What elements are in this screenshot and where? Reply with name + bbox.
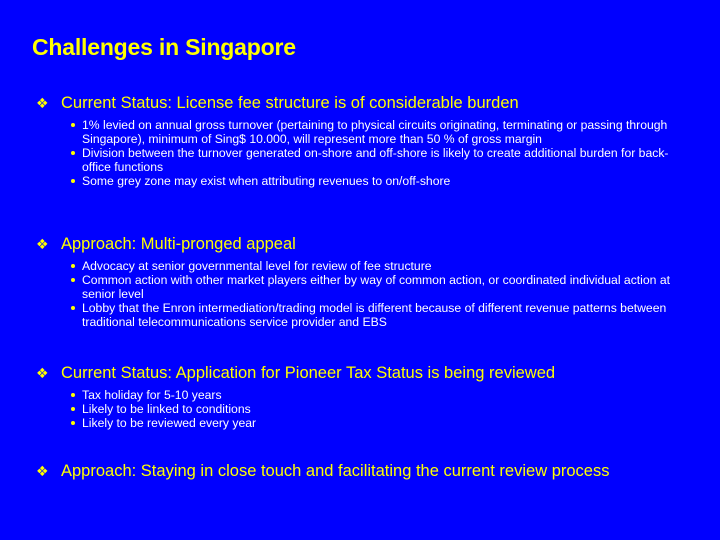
list-item-text: Advocacy at senior governmental level for review of fee structure — [82, 259, 432, 273]
diamond-icon: ❖ — [36, 464, 49, 480]
section-license-fee — [0, 94, 720, 188]
list-item-text: Likely to be reviewed every year — [82, 416, 257, 430]
list-item — [0, 174, 672, 188]
dot-icon — [71, 407, 75, 411]
list-item — [0, 146, 672, 174]
section-heading: Approach: Multi-pronged appeal — [61, 235, 296, 253]
slide-title: Challenges in Singapore — [32, 34, 296, 60]
section-approach-review — [0, 462, 720, 486]
section-heading-row — [0, 462, 720, 486]
list-item-text: 1% levied on annual gross turnover (pertaining to physical circuits originating, terminating or passing through Singapore), minimum of Sing$ 10.000, will represent more than 50 % of gross margin — [82, 118, 668, 146]
list-item-text: Tax holiday for 5-10 years — [82, 388, 222, 402]
section-heading: Current Status: License fee structure is of considerable burden — [61, 94, 519, 112]
dot-icon — [71, 278, 75, 282]
section-heading-row — [0, 94, 720, 118]
dot-icon — [71, 179, 75, 183]
dot-icon — [71, 123, 75, 127]
diamond-icon: ❖ — [36, 96, 49, 112]
list-item — [0, 301, 672, 329]
diamond-icon: ❖ — [36, 237, 49, 253]
dot-icon — [71, 393, 75, 397]
list-item — [0, 118, 672, 146]
bullet-list — [0, 388, 720, 430]
section-heading: Approach: Staying in close touch and facilitating the current review process — [61, 462, 610, 480]
diamond-icon: ❖ — [36, 366, 49, 382]
list-item — [0, 402, 672, 416]
bullet-list — [0, 118, 720, 188]
list-item-text: Common action with other market players either by way of common action, or coordinated individual action at senior level — [82, 273, 670, 301]
list-item-text: Lobby that the Enron intermediation/trading model is different because of different revenue patterns between traditional telecommunications service provider and EBS — [82, 301, 667, 329]
dot-icon — [71, 151, 75, 155]
list-item-text: Some grey zone may exist when attributing revenues to on/off-shore — [82, 174, 451, 188]
section-approach-appeal — [0, 235, 720, 329]
dot-icon — [71, 264, 75, 268]
list-item — [0, 388, 672, 402]
section-pioneer-tax — [0, 364, 720, 430]
dot-icon — [71, 306, 75, 310]
section-heading-row — [0, 364, 720, 388]
list-item-text: Likely to be linked to conditions — [82, 402, 251, 416]
list-item — [0, 416, 672, 430]
bullet-list — [0, 259, 720, 329]
section-heading-row — [0, 235, 720, 259]
list-item-text: Division between the turnover generated on-shore and off-shore is likely to create additional burden for back-office functions — [82, 146, 669, 174]
list-item — [0, 259, 672, 273]
dot-icon — [71, 421, 75, 425]
section-heading: Current Status: Application for Pioneer Tax Status is being reviewed — [61, 364, 556, 382]
list-item — [0, 273, 672, 301]
